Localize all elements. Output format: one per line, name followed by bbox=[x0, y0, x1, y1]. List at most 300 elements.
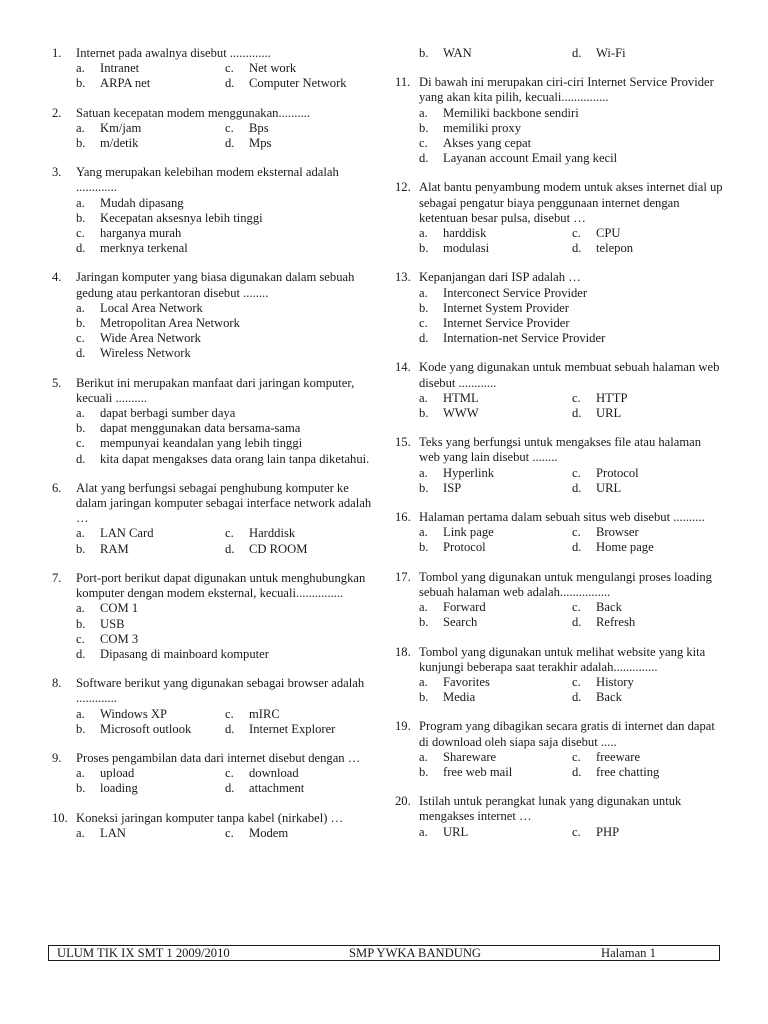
option-letter: d. bbox=[419, 151, 429, 166]
answer-option bbox=[76, 121, 225, 136]
option-letter: a. bbox=[419, 226, 428, 241]
option-text: merknya terkenal bbox=[100, 241, 188, 256]
answer-options bbox=[419, 226, 725, 256]
answer-option bbox=[419, 316, 725, 331]
answer-option bbox=[225, 61, 374, 76]
option-text: Intranet bbox=[100, 61, 140, 76]
option-letter: a. bbox=[76, 825, 85, 840]
option-text: Akses yang cepat bbox=[443, 136, 532, 151]
answer-option bbox=[572, 406, 725, 421]
question-number: 2. bbox=[52, 105, 62, 120]
answer-option bbox=[76, 241, 374, 256]
question-text: Halaman pertama dalam sebuah situs web disebut .......... bbox=[419, 510, 705, 525]
question-number: 13. bbox=[395, 270, 411, 285]
question-18 bbox=[395, 645, 725, 706]
option-text: harddisk bbox=[443, 226, 487, 241]
answer-options bbox=[76, 526, 374, 556]
answer-option bbox=[76, 826, 225, 841]
answer-option bbox=[76, 226, 374, 241]
question-number: 5. bbox=[52, 375, 62, 390]
question-text: Istilah untuk perangkat lunak yang digunakan untuk mengakses internet … bbox=[419, 794, 682, 824]
option-letter: c. bbox=[225, 825, 234, 840]
answer-option bbox=[76, 781, 225, 796]
option-text: Layanan account Email yang kecil bbox=[443, 151, 618, 166]
answer-option bbox=[76, 211, 374, 226]
option-letter: b. bbox=[76, 541, 86, 556]
answer-option bbox=[419, 301, 725, 316]
page-footer bbox=[48, 945, 720, 961]
answer-options bbox=[76, 301, 374, 362]
option-text: Metropolitan Area Network bbox=[100, 316, 240, 331]
question-5 bbox=[52, 376, 374, 467]
option-text: USB bbox=[100, 616, 125, 631]
option-text: Search bbox=[443, 615, 478, 630]
option-text: Net work bbox=[249, 61, 297, 76]
option-text: URL bbox=[443, 824, 469, 839]
option-letter: a. bbox=[419, 285, 428, 300]
question-number: 12. bbox=[395, 180, 411, 195]
answer-option bbox=[572, 525, 725, 540]
option-text: Link page bbox=[443, 525, 494, 540]
right-column bbox=[395, 46, 725, 854]
option-text: Memiliki backbone sendiri bbox=[443, 105, 579, 120]
option-letter: b. bbox=[419, 540, 429, 555]
option-letter: d. bbox=[572, 615, 582, 630]
option-letter: d. bbox=[76, 346, 86, 361]
option-letter: b. bbox=[419, 764, 429, 779]
answer-options bbox=[419, 466, 725, 496]
option-letter: c. bbox=[419, 316, 428, 331]
option-text: Browser bbox=[596, 525, 639, 540]
option-text: Bps bbox=[249, 120, 269, 135]
option-letter: a. bbox=[76, 766, 85, 781]
option-letter: d. bbox=[572, 540, 582, 555]
question-text: Satuan kecepatan modem menggunakan.......... bbox=[76, 105, 310, 120]
answer-option bbox=[76, 331, 374, 346]
option-text: Refresh bbox=[596, 615, 636, 630]
question-text: Proses pengambilan data dari internet disebut dengan … bbox=[76, 750, 361, 765]
option-letter: a. bbox=[419, 674, 428, 689]
question-15 bbox=[395, 435, 725, 496]
answer-option bbox=[572, 615, 725, 630]
option-text: HTML bbox=[443, 390, 479, 405]
option-letter: b. bbox=[419, 480, 429, 495]
question-number: 8. bbox=[52, 676, 62, 691]
question-14 bbox=[395, 360, 725, 421]
answer-option bbox=[225, 136, 374, 151]
option-letter: c. bbox=[76, 331, 85, 346]
answer-options bbox=[419, 106, 725, 167]
question-19 bbox=[395, 719, 725, 780]
option-letter: c. bbox=[572, 674, 581, 689]
option-text: Interconect Service Provider bbox=[443, 285, 588, 300]
option-letter: c. bbox=[572, 226, 581, 241]
option-letter: c. bbox=[76, 631, 85, 646]
option-letter: a. bbox=[419, 105, 428, 120]
answer-option bbox=[76, 196, 374, 211]
question-3 bbox=[52, 165, 374, 256]
question-2 bbox=[52, 106, 374, 152]
option-text: Mudah dipasang bbox=[100, 195, 184, 210]
option-text: harganya murah bbox=[100, 226, 182, 241]
answer-option bbox=[76, 346, 374, 361]
question-16 bbox=[395, 510, 725, 556]
answer-option bbox=[76, 617, 374, 632]
option-letter: b. bbox=[419, 120, 429, 135]
answer-option bbox=[572, 750, 725, 765]
question-9 bbox=[52, 751, 374, 797]
option-text: WWW bbox=[443, 406, 479, 421]
option-text: Internet Explorer bbox=[249, 721, 336, 736]
option-letter: d. bbox=[225, 781, 235, 796]
option-letter: d. bbox=[572, 46, 582, 60]
question-number: 18. bbox=[395, 644, 411, 659]
option-letter: b. bbox=[76, 210, 86, 225]
option-text: CD ROOM bbox=[249, 541, 308, 556]
option-letter: c. bbox=[419, 136, 428, 151]
option-letter: d. bbox=[225, 76, 235, 91]
option-text: Wide Area Network bbox=[100, 331, 201, 346]
option-letter: a. bbox=[76, 61, 85, 76]
option-letter: b. bbox=[76, 421, 86, 436]
option-letter: b. bbox=[76, 781, 86, 796]
option-text: loading bbox=[100, 781, 138, 796]
option-letter: b. bbox=[419, 241, 429, 256]
option-letter: d. bbox=[572, 690, 582, 705]
answer-option bbox=[572, 241, 725, 256]
answer-option bbox=[572, 540, 725, 555]
left-column bbox=[52, 46, 374, 855]
answer-option bbox=[225, 121, 374, 136]
option-text: modulasi bbox=[443, 241, 490, 256]
option-text: RAM bbox=[100, 541, 129, 556]
answer-option bbox=[572, 765, 725, 780]
answer-options bbox=[76, 61, 374, 91]
option-letter: b. bbox=[76, 721, 86, 736]
question-text: Software berikut yang digunakan sebagai browser adalah ............. bbox=[76, 676, 365, 706]
answer-option bbox=[419, 226, 572, 241]
question-20 bbox=[395, 794, 725, 840]
answer-option bbox=[76, 301, 374, 316]
option-text: attachment bbox=[249, 781, 305, 796]
option-letter: c. bbox=[572, 600, 581, 615]
option-text: COM 1 bbox=[100, 601, 139, 616]
option-text: Modem bbox=[249, 825, 289, 840]
option-text: Local Area Network bbox=[100, 300, 203, 315]
option-text: Windows XP bbox=[100, 706, 168, 721]
answer-options bbox=[76, 826, 374, 841]
option-text: kita dapat mengakses data orang lain tanpa diketahui. bbox=[100, 451, 370, 466]
answer-option bbox=[225, 766, 374, 781]
option-text: mIRC bbox=[249, 706, 280, 721]
answer-options bbox=[419, 825, 725, 840]
option-letter: a. bbox=[76, 300, 85, 315]
question-4 bbox=[52, 270, 374, 361]
question-number: 4. bbox=[52, 270, 62, 285]
answer-options bbox=[76, 707, 374, 737]
option-text: dapat berbagi sumber daya bbox=[100, 406, 236, 421]
question-number: 10. bbox=[52, 810, 68, 825]
answer-option bbox=[419, 106, 725, 121]
option-text: Back bbox=[596, 690, 622, 705]
option-letter: a. bbox=[76, 195, 85, 210]
question-6 bbox=[52, 481, 374, 557]
option-text: Internation-net Service Provider bbox=[443, 331, 606, 346]
option-letter: b. bbox=[419, 615, 429, 630]
question-number: 20. bbox=[395, 794, 411, 809]
option-letter: c. bbox=[225, 120, 234, 135]
question-7 bbox=[52, 571, 374, 662]
answer-option bbox=[225, 542, 374, 557]
answer-options bbox=[419, 46, 725, 61]
option-letter: d. bbox=[419, 331, 429, 346]
option-letter: d. bbox=[572, 406, 582, 421]
option-text: History bbox=[596, 674, 634, 689]
answer-option bbox=[419, 690, 572, 705]
answer-option bbox=[76, 766, 225, 781]
question-text: Port-port berikut dapat digunakan untuk menghubungkan komputer dengan modem eksternal, kecuali............... bbox=[76, 570, 366, 601]
option-letter: c. bbox=[225, 61, 234, 76]
answer-option bbox=[419, 331, 725, 346]
question-number: 7. bbox=[52, 570, 62, 585]
question-text: Berikut ini merupakan manfaat dari jaringan komputer, kecuali .......... bbox=[76, 375, 355, 405]
option-letter: a. bbox=[419, 749, 428, 764]
answer-option bbox=[76, 647, 374, 662]
question-1 bbox=[52, 46, 374, 92]
option-text: URL bbox=[596, 480, 622, 495]
question-text: Tombol yang digunakan untuk melihat website yang kita kunjungi beberapa saat terakhir adalah.............. bbox=[419, 644, 706, 674]
answer-option bbox=[572, 481, 725, 496]
answer-option bbox=[419, 391, 572, 406]
option-letter: d. bbox=[572, 480, 582, 495]
option-letter: c. bbox=[572, 749, 581, 764]
answer-option bbox=[76, 316, 374, 331]
option-text: CPU bbox=[596, 226, 621, 241]
answer-option bbox=[572, 675, 725, 690]
question-13 bbox=[395, 270, 725, 346]
option-letter: b. bbox=[419, 46, 429, 60]
option-letter: c. bbox=[572, 465, 581, 480]
answer-option bbox=[419, 46, 572, 61]
answer-option bbox=[225, 781, 374, 796]
question-11 bbox=[395, 75, 725, 166]
option-letter: d. bbox=[572, 764, 582, 779]
answer-option bbox=[572, 226, 725, 241]
option-text: Protocol bbox=[596, 465, 639, 480]
option-letter: d. bbox=[572, 241, 582, 256]
answer-option bbox=[76, 526, 225, 541]
question-number: 17. bbox=[395, 569, 411, 584]
answer-option bbox=[76, 76, 225, 91]
option-text: Internet System Provider bbox=[443, 300, 569, 315]
answer-option bbox=[225, 826, 374, 841]
question-text: Teks yang berfungsi untuk mengakses file atau halaman web yang lain disebut ........ bbox=[419, 435, 702, 465]
option-text: HTTP bbox=[596, 390, 628, 405]
question-number: 16. bbox=[395, 510, 411, 525]
answer-option bbox=[419, 615, 572, 630]
question-text: Internet pada awalnya disebut ............. bbox=[76, 46, 271, 60]
option-text: WAN bbox=[443, 46, 472, 60]
option-text: Computer Network bbox=[249, 76, 347, 91]
question-text: Yang merupakan kelebihan modem eksternal adalah ............. bbox=[76, 165, 339, 195]
option-letter: d. bbox=[225, 541, 235, 556]
question-number: 6. bbox=[52, 480, 62, 495]
option-text: download bbox=[249, 766, 299, 781]
question-number: 1. bbox=[52, 46, 62, 60]
option-letter: d. bbox=[76, 646, 86, 661]
answer-option bbox=[225, 76, 374, 91]
option-letter: a. bbox=[76, 526, 85, 541]
option-text: Wireless Network bbox=[100, 346, 191, 361]
option-letter: b. bbox=[419, 406, 429, 421]
option-text: memiliki proxy bbox=[443, 120, 522, 135]
question-text: Koneksi jaringan komputer tanpa kabel (nirkabel) … bbox=[76, 810, 344, 825]
answer-option bbox=[419, 750, 572, 765]
footer-school-name: SMP YWKA BANDUNG bbox=[349, 946, 482, 960]
answer-options bbox=[419, 525, 725, 555]
option-letter: b. bbox=[76, 76, 86, 91]
option-letter: b. bbox=[76, 316, 86, 331]
question-number: 9. bbox=[52, 750, 62, 765]
question-number: 11. bbox=[395, 75, 411, 90]
answer-option bbox=[225, 707, 374, 722]
answer-option bbox=[419, 825, 572, 840]
answer-option bbox=[419, 241, 572, 256]
answer-options bbox=[76, 766, 374, 796]
answer-option bbox=[76, 601, 374, 616]
option-text: Kecepatan aksesnya lebih tinggi bbox=[100, 210, 263, 225]
option-letter: c. bbox=[225, 526, 234, 541]
answer-option bbox=[76, 136, 225, 151]
answer-option bbox=[419, 151, 725, 166]
option-text: LAN bbox=[100, 825, 126, 840]
answer-option bbox=[225, 722, 374, 737]
option-letter: c. bbox=[572, 525, 581, 540]
question-continuation bbox=[395, 46, 725, 61]
footer-exam-title: ULUM TIK IX SMT 1 2009/2010 bbox=[57, 946, 230, 960]
answer-option bbox=[572, 690, 725, 705]
answer-option bbox=[76, 632, 374, 647]
option-text: Media bbox=[443, 690, 476, 705]
answer-option bbox=[76, 436, 374, 451]
question-text: Alat bantu penyambung modem untuk akses internet dial up sebagai pengatur biaya penggunaan internet dengan ketentuan besar pulsa, disebut … bbox=[419, 180, 723, 225]
question-text: Program yang dibagikan secara gratis di internet dan dapat di download oleh siapa saja disebut ..... bbox=[419, 719, 715, 749]
option-letter: b. bbox=[76, 136, 86, 151]
option-letter: c. bbox=[225, 706, 234, 721]
option-text: Km/jam bbox=[100, 120, 142, 135]
question-number: 15. bbox=[395, 435, 411, 450]
answer-option bbox=[76, 542, 225, 557]
answer-option bbox=[572, 466, 725, 481]
question-12 bbox=[395, 180, 725, 256]
option-text: Mps bbox=[249, 136, 272, 151]
option-letter: d. bbox=[225, 721, 235, 736]
option-text: ISP bbox=[443, 480, 462, 495]
answer-option bbox=[419, 121, 725, 136]
option-text: free chatting bbox=[596, 764, 660, 779]
option-text: Wi-Fi bbox=[596, 46, 626, 60]
option-text: mempunyai keandalan yang lebih tinggi bbox=[100, 436, 303, 451]
answer-option bbox=[419, 675, 572, 690]
option-text: Shareware bbox=[443, 749, 497, 764]
option-letter: c. bbox=[572, 824, 581, 839]
question-text: Alat yang berfungsi sebagai penghubung komputer ke dalam jaringan komputer sebagai interface network adalah … bbox=[76, 480, 372, 526]
question-10 bbox=[52, 811, 374, 841]
option-letter: b. bbox=[419, 300, 429, 315]
answer-option bbox=[419, 525, 572, 540]
question-number: 14. bbox=[395, 360, 411, 375]
answer-option bbox=[419, 765, 572, 780]
option-letter: c. bbox=[76, 226, 85, 241]
option-letter: a. bbox=[419, 465, 428, 480]
answer-option bbox=[419, 540, 572, 555]
question-number: 3. bbox=[52, 165, 62, 180]
option-text: ARPA net bbox=[100, 76, 151, 91]
option-letter: a. bbox=[419, 525, 428, 540]
option-letter: a. bbox=[419, 824, 428, 839]
option-letter: a. bbox=[76, 601, 85, 616]
answer-option bbox=[419, 466, 572, 481]
question-text: Kode yang digunakan untuk membuat sebuah halaman web disebut ............ bbox=[419, 360, 720, 390]
answer-option bbox=[76, 61, 225, 76]
option-letter: b. bbox=[76, 616, 86, 631]
answer-option bbox=[572, 825, 725, 840]
option-text: upload bbox=[100, 766, 135, 781]
option-letter: d. bbox=[225, 136, 235, 151]
answer-options bbox=[419, 675, 725, 705]
answer-option bbox=[572, 46, 725, 61]
answer-options bbox=[76, 121, 374, 151]
option-text: Forward bbox=[443, 600, 486, 615]
option-text: Protocol bbox=[443, 540, 486, 555]
answer-option bbox=[419, 286, 725, 301]
option-text: Home page bbox=[596, 540, 654, 555]
option-text: Internet Service Provider bbox=[443, 316, 570, 331]
answer-options bbox=[419, 286, 725, 347]
option-text: Back bbox=[596, 600, 622, 615]
footer-page-number: Halaman 1 bbox=[601, 946, 656, 960]
answer-option bbox=[76, 406, 374, 421]
option-letter: a. bbox=[76, 706, 85, 721]
answer-option bbox=[76, 722, 225, 737]
option-letter: d. bbox=[76, 451, 86, 466]
option-letter: d. bbox=[76, 241, 86, 256]
question-text: Jaringan komputer yang biasa digunakan dalam sebuah gedung atau perkantoran disebut ........ bbox=[76, 270, 355, 300]
option-text: Favorites bbox=[443, 674, 490, 689]
question-text: Kepanjangan dari ISP adalah … bbox=[419, 270, 581, 285]
answer-option bbox=[419, 136, 725, 151]
answer-option bbox=[76, 452, 374, 467]
option-text: LAN Card bbox=[100, 526, 154, 541]
answer-options bbox=[76, 601, 374, 662]
option-text: m/detik bbox=[100, 136, 139, 151]
option-letter: b. bbox=[419, 690, 429, 705]
option-letter: c. bbox=[76, 436, 85, 451]
option-text: Harddisk bbox=[249, 526, 296, 541]
answer-options bbox=[419, 600, 725, 630]
answer-option bbox=[225, 526, 374, 541]
option-text: Hyperlink bbox=[443, 465, 495, 480]
answer-options bbox=[76, 406, 374, 467]
option-text: Dipasang di mainboard komputer bbox=[100, 646, 269, 661]
option-letter: a. bbox=[76, 120, 85, 135]
answer-option bbox=[572, 391, 725, 406]
option-text: free web mail bbox=[443, 764, 513, 779]
option-text: Microsoft outlook bbox=[100, 721, 192, 736]
option-text: freeware bbox=[596, 749, 641, 764]
question-text: Tombol yang digunakan untuk mengulangi proses loading sebuah halaman web adalah................ bbox=[419, 569, 712, 599]
option-text: dapat menggunakan data bersama-sama bbox=[100, 421, 301, 436]
